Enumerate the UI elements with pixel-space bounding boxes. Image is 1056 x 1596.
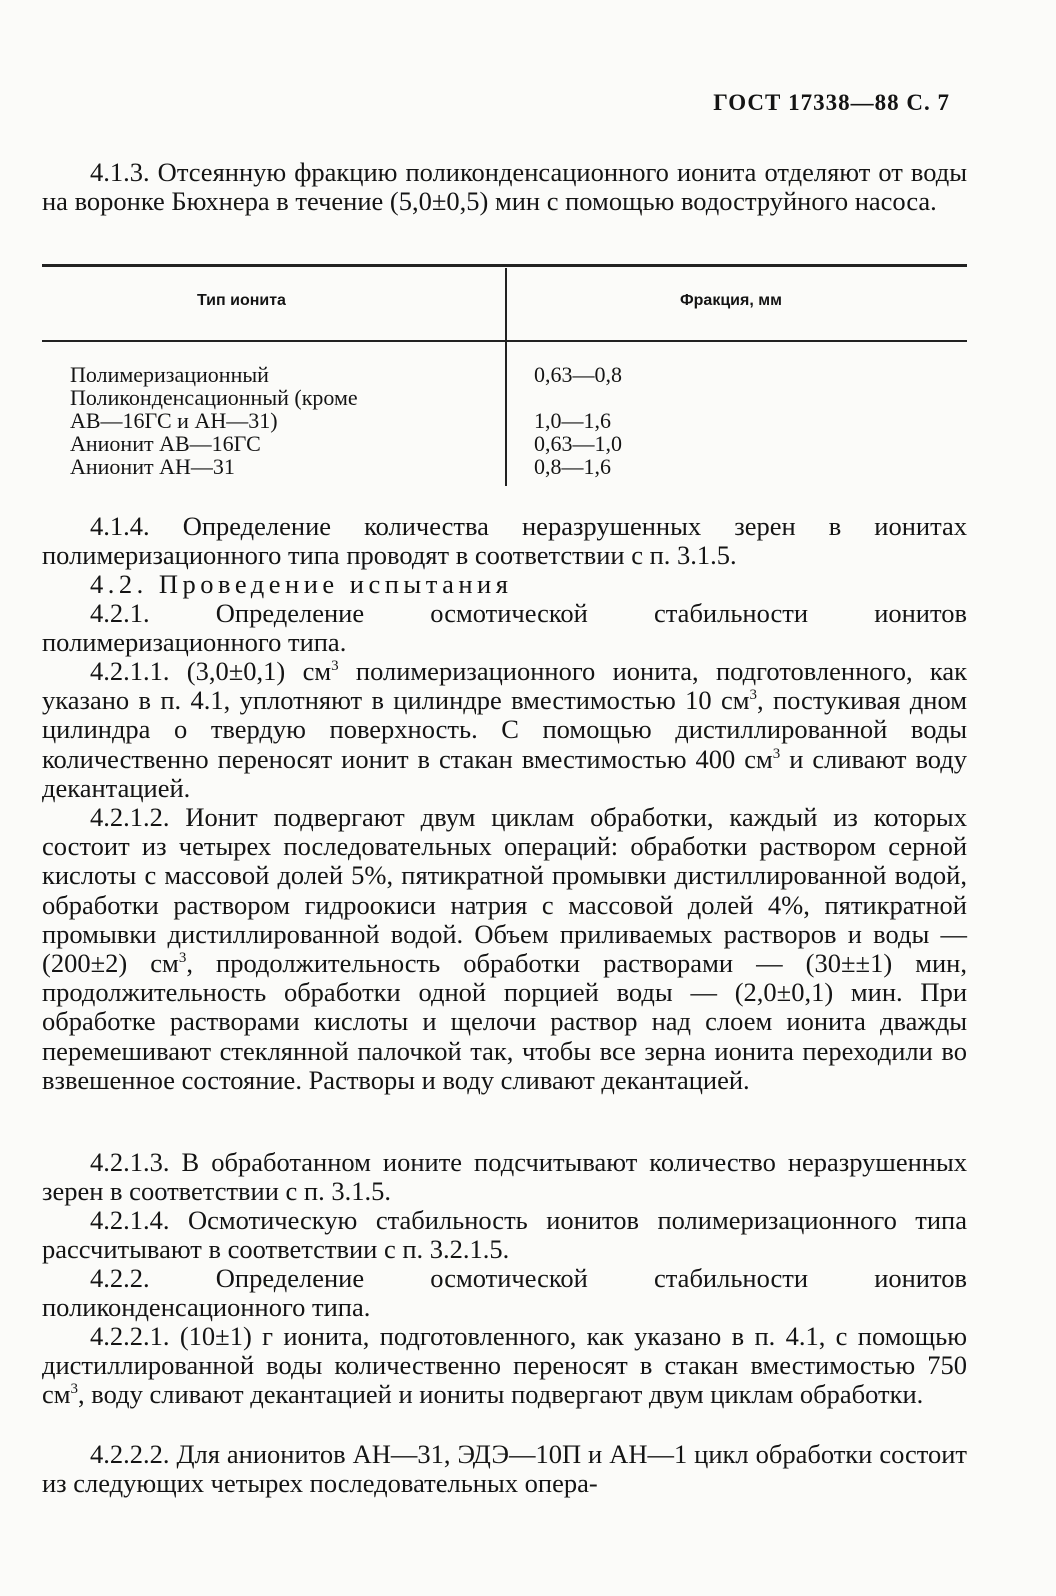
paragraph-4-1-3: 4.1.3. Отсеянную фракцию поликонденсационного ионита отделяют от воды на воронке Бюхнера в течение (5,0±0,5) мин с помощью водоструйного насоса.	[42, 157, 967, 217]
table-cell-fraction: 0,8—1,6	[534, 454, 611, 479]
paragraph-4-2-1-2: 4.2.1.2. Ионит подвергают двум циклам обработки, каждый из которых состоит из четырех последовательных операций: обработки раствором серной кислоты с массовой долей 5%, пятикратной промывки дистиллированной водой, обработки раствором гидроокиси натрия с массовой долей 4%, пятикратной промывки дистиллированной водой. Объем приливаемых растворов и воды — (200±2) $см^3$, продолжительность обработки растворами — (30±±1) мин, продолжительность обработки одной порцией воды — (2,0±0,1) мин. При обработке растворами кислоты и щелочи раствор над слоем ионита дважды перемешивают стеклянной палочкой так, чтобы все зерна ионита переходили во взвешенное состояние. Растворы и воду сливают декантацией.	[42, 802, 967, 1095]
table-cell-fraction: 0,63—0,8	[534, 362, 622, 387]
table-cell-type: Анионит АВ—16ГС	[70, 431, 261, 456]
table-cell-fraction: 1,0—1,6	[534, 408, 611, 433]
table-cell-fraction: 0,63—1,0	[534, 431, 622, 456]
table-header-type: Тип ионита	[197, 292, 286, 309]
section-heading-4-2: 4.2. Проведение испытания	[90, 569, 513, 599]
table-cell-type: Полимеризационный	[70, 362, 269, 387]
page-header: ГОСТ 17338—88 С. 7	[713, 90, 950, 115]
table-cell-type: Поликонденсационный (кроме	[70, 385, 358, 410]
paragraph-4-2-1-4: 4.2.1.4. Осмотическую стабильность ионитов полимеризационного типа рассчитывают в соответствии с п. 3.2.1.5.	[42, 1205, 967, 1265]
paragraph-4-2-2-1: 4.2.2.1. (10±1) г ионита, подготовленного, как указано в п. 4.1, с помощью дистиллированной воды количественно переносят в стакан вместимостью 750 $см^3$, воду сливают декантацией и иониты подвергают двум циклам обработки.	[42, 1321, 967, 1410]
table-header-fraction: Фракция, мм	[680, 292, 782, 309]
paragraph-4-2-1-3: 4.2.1.3. В обработанном ионите подсчитывают количество неразрушенных зерен в соответствии с п. 3.1.5.	[42, 1147, 967, 1207]
paragraph-4-2-2: 4.2.2. Определение осмотической стабильности ионитов поликонденсационного типа.	[42, 1263, 967, 1323]
table-cell-type: АВ—16ГС и АН—31)	[70, 408, 278, 433]
table-column-divider	[505, 268, 507, 486]
paragraph-4-2-1: 4.2.1. Определение осмотической стабильности ионитов полимеризационного типа.	[42, 598, 967, 658]
paragraph-4-2-2-2: 4.2.2.2. Для анионитов АН—31, ЭДЭ—10П и АН—1 цикл обработки состоит из следующих четырех последовательных опера-	[42, 1439, 967, 1499]
table-cell-type: Анионит АН—31	[70, 454, 235, 479]
table-top-rule	[42, 264, 967, 267]
paragraph-4-1-4: 4.1.4. Определение количества неразрушенных зерен в ионитах полимеризационного типа проводят в соответствии с п. 3.1.5.	[42, 511, 967, 571]
paragraph-4-2-1-1: 4.2.1.1. (3,0±0,1) $см^3$ полимеризационного ионита, подготовленного, как указано в п. 4.1, уплотняют в цилиндре вместимостью 10 $см^3$, постукивая дном цилиндра о твердую поверхность. С помощью дистиллированной воды количественно переносят ионит в стакан вместимостью 400 $см^3$ и сливают воду декантацией.	[42, 656, 968, 803]
fraction-table	[42, 264, 967, 486]
